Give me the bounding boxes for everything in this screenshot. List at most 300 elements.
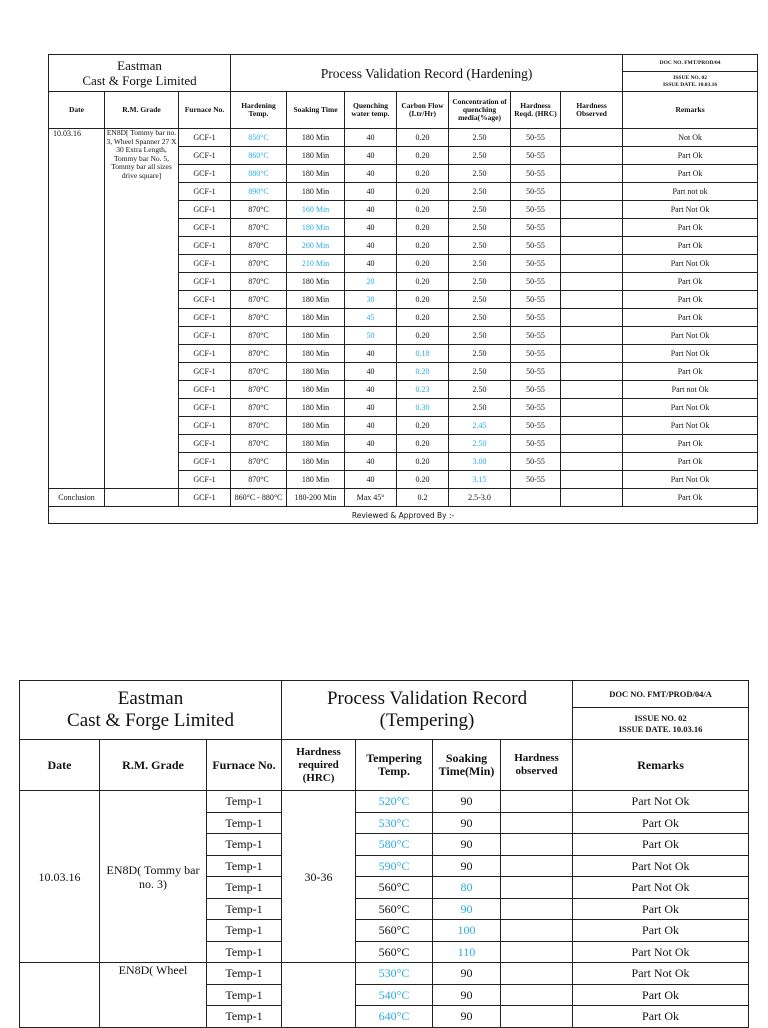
cell-soak: 210 Min [287,255,345,273]
cell-temp: 870°C [231,237,287,255]
cell-obs [561,345,623,363]
tempering-rows [20,791,749,1028]
cell-furnace: GCF-1 [179,453,231,471]
cell-conc: 2.50 [449,219,511,237]
header-remarks: Remarks [623,92,758,129]
cell-soak: 90 [433,791,501,813]
cell-quench: 40 [345,453,397,471]
cell-soak: 180 Min [287,435,345,453]
issue-info [573,708,749,740]
cell-quench: 40 [345,201,397,219]
cell-furnace: Temp-1 [207,791,282,813]
cell-soak: 90 [433,984,501,1006]
title-line-2: (Tempering) [379,710,475,731]
cell-observed [501,791,573,813]
cell-conc: 2.50 [449,255,511,273]
cell-remarks: Part Not Ok [573,855,749,877]
cell-hard: 50-55 [511,381,561,399]
cell-conc: 2.50 [449,165,511,183]
cell-remarks: Part Ok [623,147,758,165]
cell-furnace: GCF-1 [179,201,231,219]
header-furnace: Furnace No. [179,92,231,129]
cell-soak: 180 Min [287,363,345,381]
cell-hard: 50-55 [511,237,561,255]
cell-quench: 40 [345,345,397,363]
header-hardening-temp: Hardening Temp. [231,92,287,129]
table-row [49,129,758,147]
table-row [20,791,749,813]
cell-observed [501,963,573,985]
cell-conc: 2.50 [449,291,511,309]
cell-temp: 870°C [231,435,287,453]
cell-furnace: GCF-1 [179,471,231,489]
cell-temp: 540°C [356,984,433,1006]
header-date: Date [20,740,100,791]
cell-remarks: Part Not Ok [623,399,758,417]
cell-temp: 870°C [231,219,287,237]
cell-obs [561,417,623,435]
cell-obs [561,219,623,237]
cell-temp: 870°C [231,291,287,309]
cell-hard: 50-55 [511,273,561,291]
cell-soak: 180 Min [287,381,345,399]
cell-furnace: GCF-1 [179,381,231,399]
cell-flow: 0.20 [397,291,449,309]
row-grade: EN8D( Tommy bar no. 3) [100,791,207,963]
cell-hard: 50-55 [511,435,561,453]
cell-flow: 0.20 [397,147,449,165]
header-row [20,740,749,791]
cell-soak: 90 [433,812,501,834]
issue-date: ISSUE DATE. 10.03.16 [663,81,718,88]
cell-soak: 180 Min [287,345,345,363]
company-line-2: Cast & Forge Limited [67,710,234,731]
cell-furnace: GCF-1 [179,183,231,201]
cell-temp: 860°C [231,147,287,165]
conclusion-remarks: Part Ok [623,489,758,507]
cell-quench: 40 [345,219,397,237]
header-soaking-time: Soaking Time(Min) [433,740,501,791]
cell-conc: 2.50 [449,147,511,165]
company-name [20,681,282,740]
cell-flow: 0.20 [397,471,449,489]
cell-observed [501,877,573,899]
cell-furnace: GCF-1 [179,291,231,309]
cell-flow: 0.20 [397,435,449,453]
cell-temp: 560°C [356,941,433,963]
cell-furnace: GCF-1 [179,273,231,291]
header-carbon-flow: Carbon Flow (Ltr/Hr) [397,92,449,129]
cell-quench: 40 [345,183,397,201]
cell-remarks: Part Not Ok [623,327,758,345]
cell-conc: 2.50 [449,363,511,381]
table-row [20,963,749,985]
conclusion-soak: 180-200 Min [287,489,345,507]
cell-obs [561,399,623,417]
header-concentration: Concentration of quenching media(%age) [449,92,511,129]
cell-conc: 2.50 [449,237,511,255]
conclusion-label: Conclusion [49,489,105,507]
cell-furnace: Temp-1 [207,984,282,1006]
cell-temp: 870°C [231,273,287,291]
cell-flow: 0.20 [397,453,449,471]
cell-hard: 50-55 [511,345,561,363]
cell-hard: 50-55 [511,291,561,309]
issue-info [623,72,758,92]
cell-conc: 2.50 [449,201,511,219]
cell-flow: 0.20 [397,309,449,327]
row-date: 10.03.16 [49,129,105,489]
cell-conc: 2.50 [449,327,511,345]
cell-soak: 90 [433,855,501,877]
cell-flow: 0.20 [397,165,449,183]
cell-furnace: Temp-1 [207,920,282,942]
conclusion-hardness [511,489,561,507]
cell-hard: 50-55 [511,183,561,201]
cell-obs [561,237,623,255]
conclusion-flow: 0.2 [397,489,449,507]
cell-furnace: Temp-1 [207,855,282,877]
cell-observed [501,812,573,834]
cell-quench: 50 [345,327,397,345]
cell-furnace: GCF-1 [179,417,231,435]
cell-furnace: GCF-1 [179,129,231,147]
cell-soak: 180 Min [287,291,345,309]
conclusion-quench: Max 45° [345,489,397,507]
cell-temp: 530°C [356,812,433,834]
cell-hard: 50-55 [511,309,561,327]
header-hardness-observed: Hardness observed [501,740,573,791]
cell-furnace: GCF-1 [179,147,231,165]
cell-temp: 870°C [231,345,287,363]
cell-soak: 90 [433,898,501,920]
cell-hard: 50-55 [511,399,561,417]
cell-quench: 40 [345,165,397,183]
cell-temp: 560°C [356,877,433,899]
cell-temp: 870°C [231,417,287,435]
cell-obs [561,453,623,471]
header-quenching-temp: Quenching water temp. [345,92,397,129]
page-title: Process Validation Record (Hardening) [231,55,623,92]
cell-soak: 180 Min [287,147,345,165]
cell-remarks: Part Ok [623,237,758,255]
cell-quench: 40 [345,129,397,147]
cell-furnace: Temp-1 [207,812,282,834]
cell-soak: 100 [433,920,501,942]
issue-date: ISSUE DATE. 10.03.16 [618,723,703,734]
cell-remarks: Part Ok [623,435,758,453]
cell-hard: 50-55 [511,201,561,219]
cell-obs [561,147,623,165]
company-name [49,55,231,92]
cell-temp: 530°C [356,963,433,985]
cell-quench: 40 [345,363,397,381]
cell-soak: 90 [433,963,501,985]
cell-remarks: Part Ok [623,291,758,309]
cell-remarks: Part Ok [573,898,749,920]
cell-remarks: Part Ok [623,309,758,327]
cell-remarks: Part Not Ok [573,877,749,899]
cell-flow: 0.20 [397,219,449,237]
page-title [282,681,573,740]
cell-soak: 180 Min [287,417,345,435]
cell-soak: 180 Min [287,399,345,417]
cell-temp: 580°C [356,834,433,856]
cell-observed [501,898,573,920]
conclusion-grade [105,489,179,507]
cell-furnace: Temp-1 [207,877,282,899]
cell-conc: 2.50 [449,381,511,399]
cell-temp: 870°C [231,255,287,273]
header-remarks: Remarks [573,740,749,791]
cell-obs [561,291,623,309]
cell-remarks: Part Ok [573,920,749,942]
cell-conc: 3.15 [449,471,511,489]
cell-remarks: Part Not Ok [623,345,758,363]
cell-remarks: Part Not Ok [623,417,758,435]
cell-conc: 2.45 [449,417,511,435]
cell-flow: 0.20 [397,417,449,435]
cell-quench: 40 [345,417,397,435]
row-date [20,963,100,1028]
header-soaking-time: Soaking Time [287,92,345,129]
tempering-record-table [19,680,749,1028]
cell-temp: 590°C [356,855,433,877]
cell-remarks: Part Ok [623,363,758,381]
cell-furnace: GCF-1 [179,435,231,453]
cell-temp: 870°C [231,201,287,219]
cell-temp: 870°C [231,381,287,399]
cell-soak: 200 Min [287,237,345,255]
cell-temp: 520°C [356,791,433,813]
cell-flow: 0.20 [397,201,449,219]
cell-remarks: Part Ok [573,1006,749,1028]
cell-remarks: Not Ok [623,129,758,147]
hardening-record-table [48,54,758,524]
cell-temp: 870°C [231,399,287,417]
cell-furnace: GCF-1 [179,237,231,255]
cell-furnace: Temp-1 [207,963,282,985]
cell-remarks: Part not ok [623,183,758,201]
cell-soak: 180 Min [287,129,345,147]
cell-furnace: Temp-1 [207,834,282,856]
cell-remarks: Part Not Ok [573,941,749,963]
cell-obs [561,435,623,453]
cell-soak: 90 [433,1006,501,1028]
cell-hard: 50-55 [511,129,561,147]
cell-temp: 850°C [231,129,287,147]
cell-remarks: Part Ok [623,453,758,471]
cell-remarks: Part Ok [573,812,749,834]
cell-flow: 0.30 [397,399,449,417]
row-grade: EN8D[ Tommy bar no. 3, Wheel Spanner 27 X 30 Extra Length, Tommy bar No. 5, Tommy bar all sizes drive square] [105,129,179,489]
company-line-1: Eastman [117,58,162,73]
cell-obs [561,363,623,381]
cell-temp: 870°C [231,471,287,489]
cell-soak: 180 Min [287,309,345,327]
cell-remarks: Part Ok [623,165,758,183]
cell-flow: 0.20 [397,327,449,345]
cell-observed [501,834,573,856]
cell-soak: 180 Min [287,453,345,471]
cell-remarks: Part Not Ok [573,963,749,985]
cell-hard: 50-55 [511,219,561,237]
reviewed-approved: Reviewed & Approved By :- [49,507,758,524]
conclusion-furnace: GCF-1 [179,489,231,507]
cell-soak: 180 Min [287,183,345,201]
cell-observed [501,984,573,1006]
cell-hard: 50-55 [511,147,561,165]
cell-conc: 2.50 [449,345,511,363]
cell-observed [501,920,573,942]
header-grade: R.M. Grade [100,740,207,791]
cell-furnace: GCF-1 [179,309,231,327]
cell-temp: 560°C [356,920,433,942]
cell-observed [501,941,573,963]
header-row [49,92,758,129]
cell-soak: 160 Min [287,201,345,219]
cell-conc: 2.50 [449,183,511,201]
cell-quench: 40 [345,381,397,399]
cell-temp: 640°C [356,1006,433,1028]
header-hardness-observed: Hardness Observed [561,92,623,129]
cell-remarks: Part Ok [623,273,758,291]
cell-remarks: Part Ok [623,219,758,237]
cell-furnace: GCF-1 [179,327,231,345]
cell-quench: 20 [345,273,397,291]
cell-furnace: Temp-1 [207,898,282,920]
row-grade: EN8D( Wheel [100,963,207,1028]
cell-flow: 0.20 [397,183,449,201]
cell-hard: 50-55 [511,165,561,183]
cell-hard: 50-55 [511,417,561,435]
cell-remarks: Part Not Ok [573,791,749,813]
cell-furnace: GCF-1 [179,399,231,417]
cell-soak: 80 [433,877,501,899]
cell-flow: 0.20 [397,255,449,273]
cell-flow: 0.20 [397,273,449,291]
cell-conc: 2.50 [449,309,511,327]
cell-temp: 560°C [356,898,433,920]
cell-observed [501,855,573,877]
cell-flow: 0.20 [397,363,449,381]
cell-obs [561,129,623,147]
cell-temp: 870°C [231,309,287,327]
cell-conc: 2.50 [449,273,511,291]
cell-obs [561,471,623,489]
header-hardness-required: Hardness required (HRC) [282,740,356,791]
cell-soak: 180 Min [287,327,345,345]
company-line-2: Cast & Forge Limited [82,73,197,88]
cell-temp: 870°C [231,453,287,471]
cell-quench: 40 [345,147,397,165]
cell-obs [561,183,623,201]
header-grade: R.M. Grade [105,92,179,129]
cell-furnace: GCF-1 [179,255,231,273]
cell-temp: 890°C [231,183,287,201]
cell-furnace: Temp-1 [207,941,282,963]
cell-hard: 50-55 [511,327,561,345]
cell-soak: 110 [433,941,501,963]
hardening-rows [49,129,758,489]
cell-hard: 50-55 [511,363,561,381]
header-tempering-temp: Tempering Temp. [356,740,433,791]
cell-soak: 180 Min [287,165,345,183]
header-date: Date [49,92,105,129]
cell-conc: 2.50 [449,435,511,453]
cell-conc: 3.00 [449,453,511,471]
cell-temp: 870°C [231,363,287,381]
cell-obs [561,309,623,327]
cell-hardness-required: 30-36 [282,791,356,963]
header-furnace: Furnace No. [207,740,282,791]
conclusion-row [49,489,758,507]
cell-remarks: Part Ok [573,984,749,1006]
doc-number: DOC NO. FMT/PROD/04/A [573,681,749,708]
cell-obs [561,327,623,345]
cell-quench: 30 [345,291,397,309]
cell-flow: 0.23 [397,381,449,399]
cell-soak: 180 Min [287,471,345,489]
header-hardness-reqd: Hardness Reqd. (HRC) [511,92,561,129]
cell-remarks: Part Ok [573,834,749,856]
cell-quench: 40 [345,399,397,417]
cell-temp: 870°C [231,327,287,345]
cell-remarks: Part Not Ok [623,471,758,489]
cell-furnace: GCF-1 [179,219,231,237]
company-line-1: Eastman [117,688,184,709]
cell-furnace: GCF-1 [179,345,231,363]
conclusion-observed [561,489,623,507]
cell-hard: 50-55 [511,255,561,273]
cell-obs [561,381,623,399]
issue-number: ISSUE NO. 02 [634,712,687,723]
cell-soak: 90 [433,834,501,856]
cell-obs [561,255,623,273]
issue-number: ISSUE NO. 02 [673,74,707,81]
cell-conc: 2.50 [449,129,511,147]
cell-flow: 0.20 [397,129,449,147]
cell-flow: 0.18 [397,345,449,363]
cell-quench: 45 [345,309,397,327]
cell-hardness-required [282,963,356,1028]
cell-conc: 2.50 [449,399,511,417]
doc-number: DOC NO. FMT/PROD/04 [623,55,758,72]
cell-remarks: Part not Ok [623,381,758,399]
cell-temp: 880°C [231,165,287,183]
cell-quench: 40 [345,471,397,489]
cell-soak: 180 Min [287,273,345,291]
conclusion-conc: 2.5-3.0 [449,489,511,507]
title-line-1: Process Validation Record [326,688,528,709]
cell-furnace: GCF-1 [179,363,231,381]
cell-quench: 40 [345,255,397,273]
cell-hard: 50-55 [511,471,561,489]
cell-furnace: GCF-1 [179,165,231,183]
cell-remarks: Part Not Ok [623,201,758,219]
cell-furnace: Temp-1 [207,1006,282,1028]
row-date: 10.03.16 [20,791,100,963]
cell-obs [561,165,623,183]
cell-flow: 0.20 [397,237,449,255]
cell-obs [561,201,623,219]
cell-quench: 40 [345,435,397,453]
cell-obs [561,273,623,291]
cell-hard: 50-55 [511,453,561,471]
cell-quench: 40 [345,237,397,255]
cell-soak: 180 Min [287,219,345,237]
cell-remarks: Part Not Ok [623,255,758,273]
